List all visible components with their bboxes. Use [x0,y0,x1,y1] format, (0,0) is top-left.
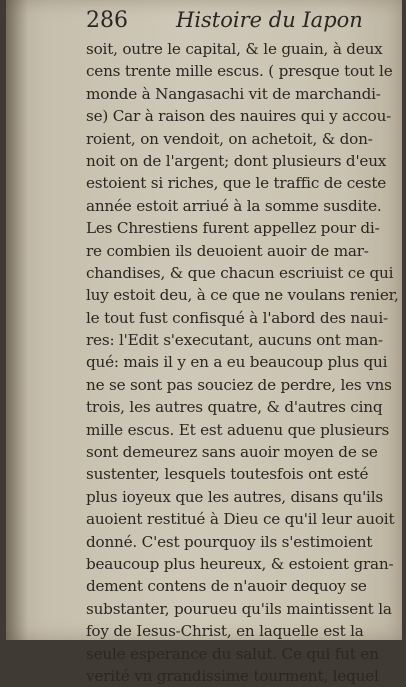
running-head: Histoire du Iapon [176,8,363,32]
text-line: chandises, & que chacun escriuist ce qui [86,263,394,282]
text-line: sustenter, lesquels toutesfois ont esté [86,465,369,484]
text-line: trois, les autres quatre, & d'autres cinq [86,398,383,417]
text-line: monde à Nangasachi vit de marchandi- [86,84,381,103]
text-line: sont demeurez sans auoir moyen de se [86,443,378,462]
text-line: estoient si riches, que le traffic de ceste [86,174,387,193]
text-line: se) Car à raison des nauires qui y accou- [86,107,392,126]
text-line: cens trente mille escus. ( presque tout le [86,62,393,81]
text-line: le tout fust confisqué à l'abord des naui- [86,308,388,327]
page-header [6,4,402,38]
text-line: re combien ils deuoient auoir de mar- [86,241,369,260]
text-line: verité vn grandissime tourment, lequel [86,666,379,685]
text-line: année estoit arriué à la somme susdite. [86,196,382,215]
text-line: noit on de l'argent; dont plusieurs d'eux [86,151,387,170]
text-line: beaucoup plus heureux, & estoient gran- [86,554,394,573]
text-line: dement contens de n'auoir dequoy se [86,577,367,596]
text-line: soit, outre le capital, & le guain, à deux [86,40,383,58]
page-number: 286 [86,8,128,33]
text-line: auoient restitué à Dieu ce qu'il leur auoit [86,510,395,529]
text-line: roient, on vendoit, on achetoit, & don- [86,129,373,148]
text-line: Les Chrestiens furent appellez pour di- [86,219,380,238]
text-line: seule esperance du salut. Ce qui fut en [86,644,379,663]
text-line: luy estoit deu, à ce que ne voulans renier, [86,286,399,305]
body-text [86,38,402,687]
text-line: qué: mais il y en a eu beaucoup plus qui [86,353,388,372]
text-line: foy de Iesus-Christ, en laquelle est la [86,622,364,641]
text-line: plus ioyeux que les autres, disans qu'ils [86,487,383,506]
text-line: res: l'Edit s'executant, aucuns ont man- [86,331,383,350]
text-line: donné. C'est pourquoy ils s'estimoient [86,532,373,551]
text-line: substanter, pourueu qu'ils maintissent la [86,599,392,618]
book-page [6,0,402,685]
text-line: ne se sont pas souciez de perdre, les vns [86,375,392,394]
text-line: mille escus. Et est aduenu que plusieurs [86,420,390,439]
page-gutter-shadow [6,0,28,640]
